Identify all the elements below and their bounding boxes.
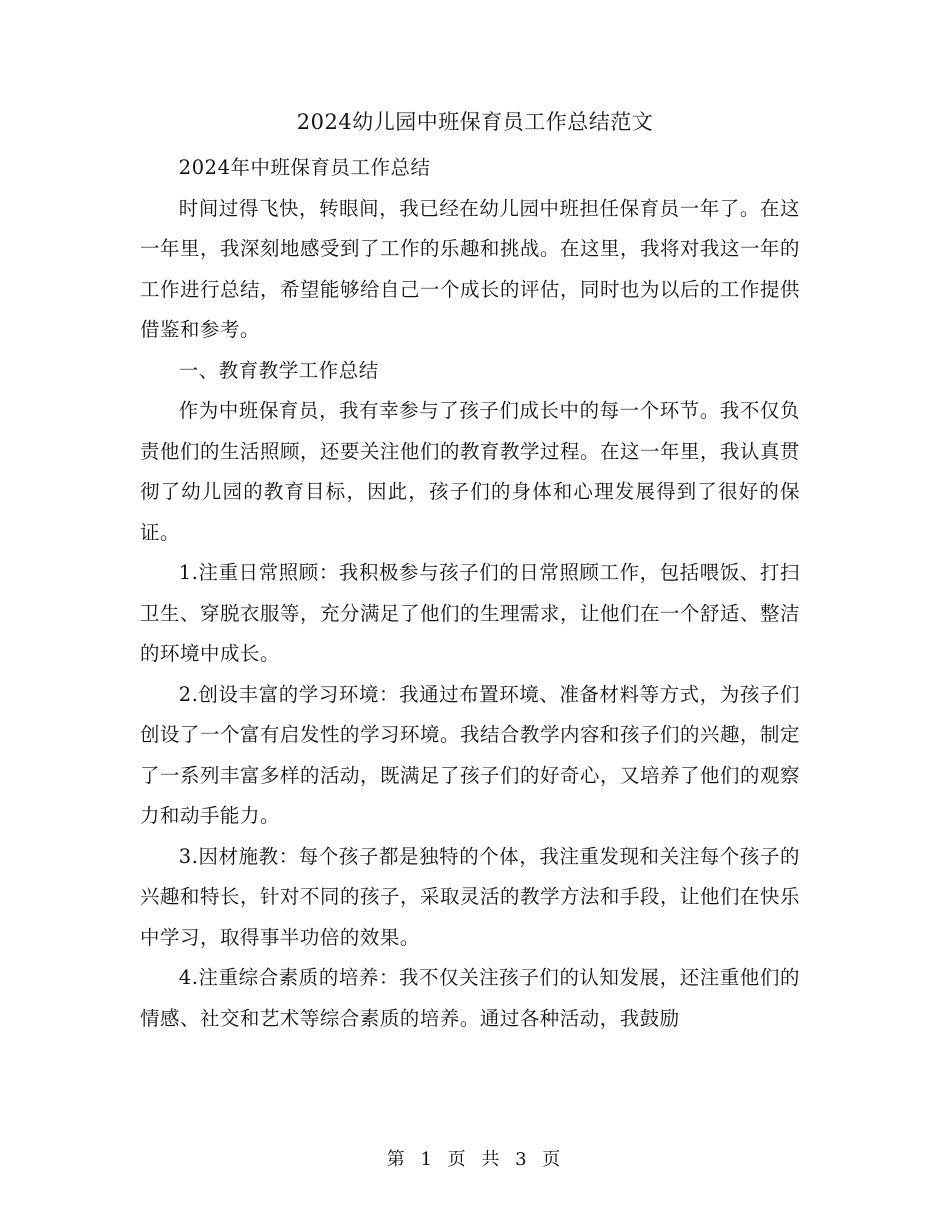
list-item-paragraph: 2.创设丰富的学习环境：我通过布置环境、准备材料等方式，为孩子们创设了一个富有启发性的学习环境。我结合教学内容和孩子们的兴趣，制定了一系列丰富多样的活动，既满足了孩子们的好奇心，又培养了他们的观察力和动手能力。 [140, 682, 800, 827]
section-heading: 一、教育教学工作总结 [178, 358, 379, 382]
document-body [140, 148, 800, 1039]
intro-paragraph: 时间过得飞快，转眼间，我已经在幼儿园中班担任保育员一年了。在这一年里，我深刻地感受到了工作的乐趣和挑战。在这里，我将对我这一年的工作进行总结，希望能够给自己一个成长的评估，同时也为以后的工作提供借鉴和参考。 [140, 196, 800, 341]
list-item-paragraph: 1.注重日常照顾：我积极参与孩子们的日常照顾工作，包括喂饭、打扫卫生、穿脱衣服等，充分满足了他们的生理需求，让他们在一个舒适、整洁的环境中成长。 [140, 561, 800, 665]
document-title: 2024幼儿园中班保育员工作总结范文 [296, 110, 654, 134]
subtitle-paragraph: 2024年中班保育员工作总结 [178, 156, 431, 179]
list-item-paragraph: 3.因材施教：每个孩子都是独特的个体，我注重发现和关注每个孩子的兴趣和特长，针对不同的孩子，采取灵活的教学方法和手段，让他们在快乐中学习，取得事半功倍的效果。 [140, 844, 800, 949]
page-number-footer: 第 1 页 共 3 页 [386, 1149, 564, 1170]
list-item-paragraph: 4.注重综合素质的培养：我不仅关注孩子们的认知发展，还注重他们的情感、社交和艺术等综合素质的培养。通过各种活动，我鼓励 [140, 966, 800, 1030]
body-paragraph: 作为中班保育员，我有幸参与了孩子们成长中的每一个环节。我不仅负责他们的生活照顾，还要关注他们的教育教学过程。在这一年里，我认真贯彻了幼儿园的教育目标，因此，孩子们的身体和心理发展得到了很好的保证。 [140, 399, 800, 544]
